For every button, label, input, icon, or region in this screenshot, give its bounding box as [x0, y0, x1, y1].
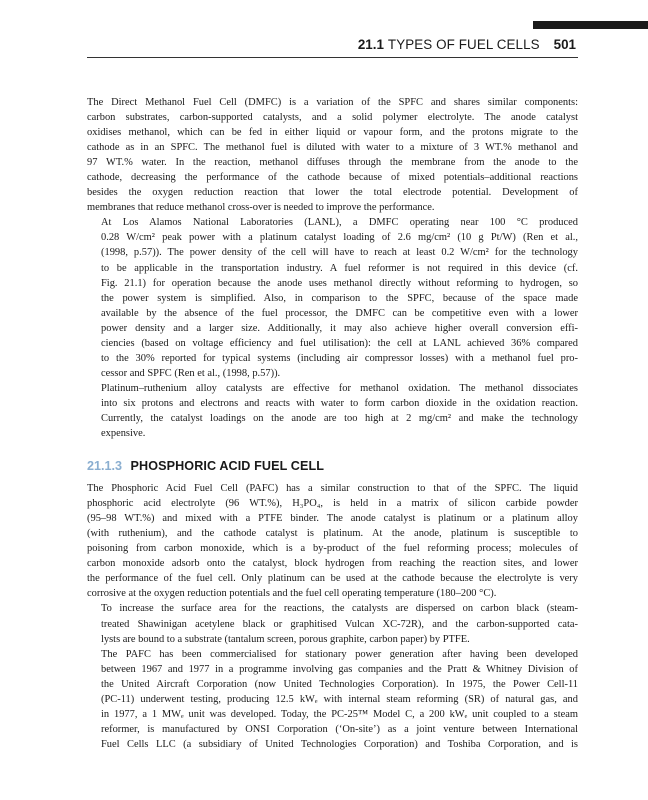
paragraph-pafc-intro [87, 481, 578, 601]
text-line: cathode as in an SPFC. The methanol fuel is diluted with water to a mixture of 3 WT.% methanol and [87, 142, 578, 154]
text-line: The Direct Methanol Fuel Cell (DMFC) is a variation of the SPFC and shares similar components: [87, 97, 578, 108]
paragraph-dmfc-intro [87, 95, 578, 215]
text-line: in 1977, a 1 MWₑ unit was developed. Today, the PC-25™ Model C, a 200 kWₑ unit coupled to a steam [101, 708, 578, 720]
text-line: (1998, p.57)). The power density of the cell will have to reach at least 0.2 W/cm² for the technology [101, 247, 578, 259]
section-title: PHOSPHORIC ACID FUEL CELL [130, 459, 325, 474]
text-line: poisoning from carbon monoxide, which is a by-product of the fuel reforming process; molecules of [87, 543, 578, 555]
text-line: The Phosphoric Acid Fuel Cell (PAFC) has a similar construction to that of the SPFC. The liquid [87, 483, 578, 495]
text-line: the performance of the fuel cell. Only platinum can be used at the cathode because the electrolyte is very [87, 573, 578, 585]
header-rule [87, 57, 578, 58]
text-line: membranes that reduce methanol cross-over is needed to improve the performance. [87, 202, 435, 214]
header-accent-bar [533, 21, 648, 29]
text-line: phosphoric acid electrolyte (96 WT.%), H₃PO₄, is held in a matrix of silicon carbide powder [87, 498, 578, 510]
text-line: expensive. [101, 428, 146, 440]
running-head-section-title: TYPES OF FUEL CELLS [387, 37, 540, 52]
text-line: the United Aircraft Corporation (now United Technologies Corporation). In 1975, the Power Cell-11 [101, 678, 578, 690]
section-heading [87, 459, 578, 473]
text-line: reformer, is manufactured by ONSI Corporation (‘On-site’) as a joint venture between International [101, 723, 578, 735]
text-line: corrosive at the oxygen reduction potentials and the fuel cell operating temperature (180–200 °C). [87, 588, 497, 600]
text-line: between 1967 and 1977 in a programme involving gas companies and the Pratt & Whitney Division of [101, 663, 578, 675]
paragraph-surface-area [87, 601, 578, 646]
text-line: cessor and SPFC (Ren et al., (1998, p.57)). [101, 367, 281, 379]
text-line: carbon monoxide adsorb onto the catalyst, block hydrogen from reaching the reaction sites, and lower [87, 558, 578, 570]
text-line: At Los Alamos National Laboratories (LANL), a DMFC operating near 100 °C produced [101, 217, 578, 229]
paragraph-commercialisation [87, 647, 578, 752]
text-line: (PC-11) underwent testing, producing 12.5 kWₑ with internal steam reforming (SR) of natural gas, and [101, 693, 578, 705]
text-line: The PAFC has been commercialised for stationary power generation after having been developed [101, 648, 578, 660]
text-line: oxidises methanol, which can be fed in either liquid or vapour form, and the protons migrate to the [87, 127, 578, 139]
text-line: (95–98 WT.%) and mixed with a PTFE binder. The anode catalyst is platinum or a platinum alloy [87, 513, 578, 525]
text-line: 0.28 W/cm² peak power with a platinum catalyst loading of 2.6 mg/cm² (10 g Pt/W) (Ren et al., [101, 232, 578, 244]
text-line: Fuel Cells LLC (a subsidiary of United Technologies Corporation) and Toshiba Corporation, and is [101, 738, 578, 750]
page-body [87, 95, 578, 752]
text-line: To increase the surface area for the reactions, the catalysts are dispersed on carbon black (steam- [101, 603, 578, 615]
paragraph-lanl [87, 215, 578, 381]
section-number: 21.1.3 [87, 459, 123, 474]
page-number: 501 [553, 37, 576, 52]
running-head-section-number: 21.1 [357, 37, 384, 52]
figure-reference-line[interactable]: Fig. 21.1) for operation because the anode uses methanol directly without reforming to hydrogen, so [101, 277, 578, 289]
text-line: the power system is simplified. Also, in comparison to the SPFC, because of the space made [101, 292, 578, 304]
text-line: to the 30% reported for typical systems (including air compressor losses) with a methanol fuel pro- [101, 352, 578, 364]
text-line: lysts are bound to a substrate (tantalum screen, porous graphite, carbon paper) by PTFE. [101, 633, 470, 645]
paragraph-catalysts [87, 381, 578, 441]
text-line: available by the absence of the fuel processor, the DMFC can be competitive even with a lower [101, 307, 578, 319]
text-line: to be applicable in the transportation industry. A fuel reformer is not required in this device (cf. [101, 262, 578, 274]
text-line: treated Shawinigan acetylene black or graphitised Vulcan XC-72R), and the carbon-supported cata- [101, 618, 578, 630]
text-line: Platinum–ruthenium alloy catalysts are effective for methanol oxidation. The methanol dissociates [101, 382, 578, 394]
text-line: cathode, decreasing the performance of the cathode because of mixed potentials–additional reactions [87, 172, 578, 184]
text-line: ciencies (based on voltage efficiency and fuel utilisation): the cell at LANL achieved 36% compared [101, 337, 578, 349]
text-line: into six protons and electrons and reacts with water to form carbon dioxide in the oxidation reaction. [101, 397, 578, 409]
text-line: power density and a larger size. Additionally, it may also achieve higher overall conversion effi- [101, 322, 578, 334]
text-line: besides the oxygen reduction reaction that lower the total electrode potential. Development of [87, 187, 578, 199]
text-line: (with ruthenium), and the cathode catalyst is platinum. At the anode, platinum is susceptible to [87, 528, 578, 540]
text-line: 97 WT.% water. In the reaction, methanol diffuses through the membrane from the anode to the [87, 157, 578, 169]
running-head [358, 37, 576, 53]
text-line: Currently, the catalyst loadings on the anode are too high at 2 mg/cm² and make the technology [101, 412, 578, 424]
text-line: carbon substrates, carbon-supported catalysts, and a solid polymer electrolyte. The anode catalyst [87, 112, 578, 124]
